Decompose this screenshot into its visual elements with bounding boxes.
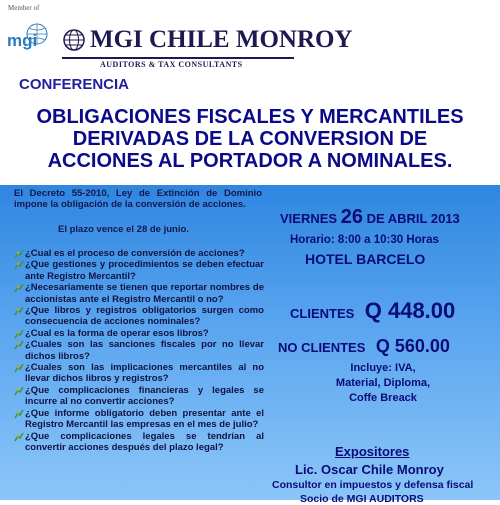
list-item: ¿Que informe obligatorio deben presentar ante el Registro Mercantil las empresas en el mes de julio? (14, 408, 264, 431)
intro-text: El Decreto 55-2010, Ley de Extinción de Dominio impone la obligación de la conversión de acciones. (14, 188, 262, 210)
question-bullet-icon (14, 283, 24, 293)
event-venue: HOTEL BARCELO (305, 251, 426, 267)
speaker-org: Socio de MGI AUDITORS (300, 493, 424, 505)
clients-label: CLIENTES (290, 306, 355, 321)
clients-price (290, 298, 455, 324)
non-clients-amount: Q 560.00 (375, 336, 450, 356)
conference-label: CONFERENCIA (19, 76, 130, 93)
question-bullet-icon (14, 386, 24, 396)
price-includes: Incluye: IVA, Material, Diploma, Coffe Breack (335, 362, 431, 404)
non-clients-label: NO CLIENTES (278, 340, 366, 355)
clients-amount: Q 448.00 (364, 298, 456, 323)
list-item: ¿Cuales son las implicaciones mercantiles al no llevar dichos libros y registros? (14, 362, 264, 385)
list-item: ¿Que complicaciones legales se tendrían al convertir acciones después del plazo legal? (14, 431, 264, 454)
event-day: 26 (340, 206, 363, 228)
title-line: ACCIONES AL PORTADOR A NOMINALES. (47, 150, 453, 172)
brand-name: MGI CHILE MONROY (90, 26, 353, 53)
event-date (280, 206, 460, 229)
brand-subtitle: AUDITORS & TAX CONSULTANTS (100, 60, 243, 69)
event-weekday: VIERNES (280, 211, 338, 226)
question-list (14, 248, 264, 453)
conference-title (0, 106, 500, 172)
speaker-role: Consultor en impuestos y defensa fiscal (272, 479, 474, 491)
list-item: ¿Necesariamente se tienen que reportar nombres de accionistas ante el Registro Mercantil o no? (14, 282, 264, 305)
question-bullet-icon (14, 432, 24, 442)
globe-icon (62, 28, 86, 52)
non-clients-price (278, 336, 450, 357)
list-item: ¿Cuales son las sanciones fiscales por no llevar dichos libros? (14, 339, 264, 362)
question-bullet-icon (14, 306, 24, 316)
question-bullet-icon (14, 340, 24, 350)
event-month-year: DE ABRIL 2013 (366, 211, 460, 226)
speaker-name: Lic. Oscar Chile Monroy (295, 462, 444, 477)
title-line: OBLIGACIONES FISCALES Y MERCANTILES (36, 106, 464, 128)
member-of-label: Member of (8, 4, 40, 12)
brand-divider (62, 57, 294, 59)
question-bullet-icon (14, 260, 24, 270)
list-item: ¿Que complicaciones financieras y legales se incurre al no convertir acciones? (14, 385, 264, 408)
question-bullet-icon (14, 409, 24, 419)
title-line: DERIVADAS DE LA CONVERSION DE (72, 128, 428, 150)
deadline-text: El plazo vence el 28 de junio. (58, 224, 189, 235)
list-item: ¿Que libros y registros obligatorios surgen como consecuencia de acciones nominales? (14, 305, 264, 328)
question-bullet-icon (14, 363, 24, 373)
svg-text:mgi: mgi (7, 31, 38, 50)
brand-block (62, 26, 353, 69)
question-bullet-icon (14, 249, 24, 259)
event-schedule: Horario: 8:00 a 10:30 Horas (290, 234, 439, 246)
list-item: ¿Cual es la forma de operar esos libros? (14, 328, 264, 339)
list-item: ¿Que gestiones y procedimientos se deben efectuar ante Registro Mercantil? (14, 259, 264, 282)
mgi-globe-icon (4, 12, 54, 62)
header-area (0, 0, 500, 185)
speakers-heading: Expositores (335, 444, 410, 459)
question-bullet-icon (14, 329, 24, 339)
list-item: ¿Cual es el proceso de conversión de acciones? (14, 248, 264, 259)
